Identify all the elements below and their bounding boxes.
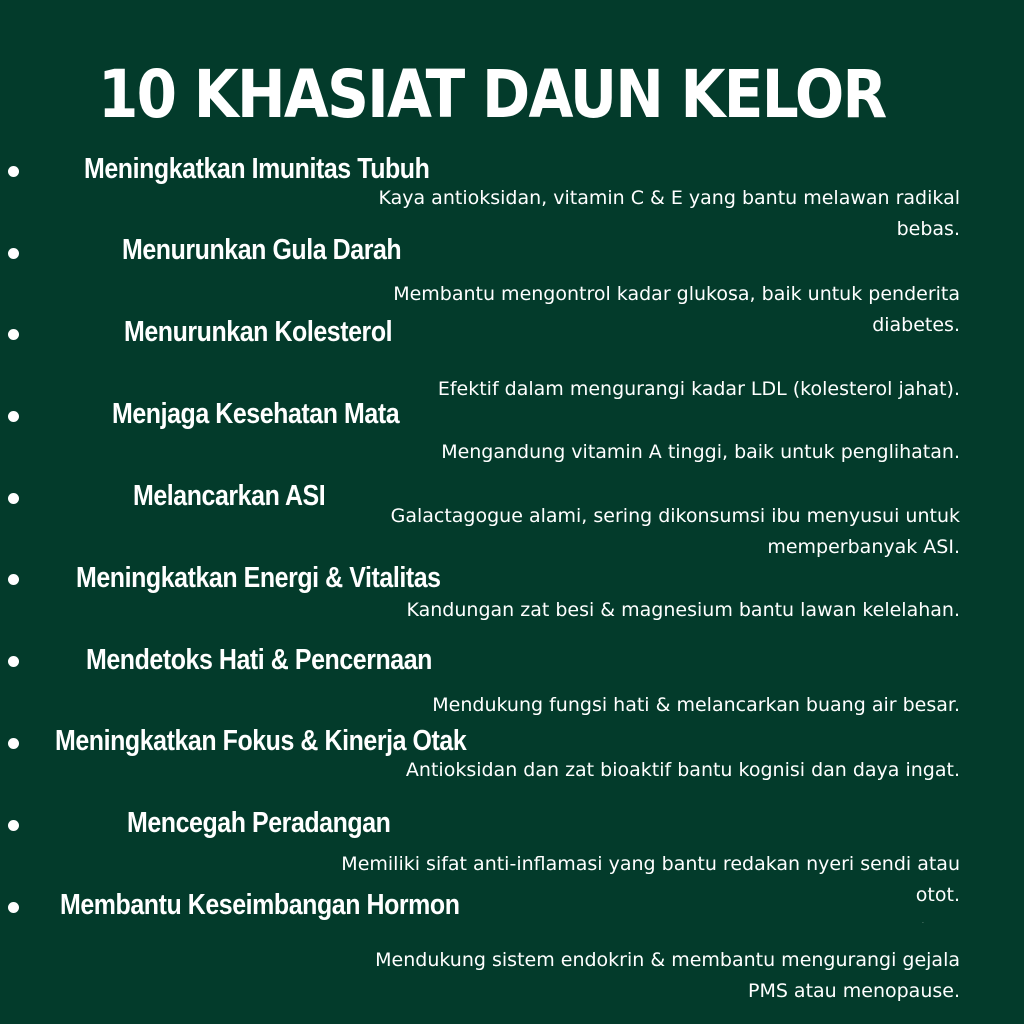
bullet-icon xyxy=(8,738,19,749)
benefit-heading: Membantu Keseimbangan Hormon xyxy=(60,889,460,921)
benefit-description: bebas. xyxy=(896,218,960,240)
bullet-icon xyxy=(8,902,19,913)
bullet-icon xyxy=(8,248,19,259)
benefit-description: memperbanyak ASI. xyxy=(767,536,960,558)
benefit-heading: Melancarkan ASI xyxy=(133,480,326,512)
benefit-heading: Mendetoks Hati & Pencernaan xyxy=(86,644,432,676)
benefit-description: Antioksidan dan zat bioaktif bantu kognisi dan daya ingat. xyxy=(405,759,960,781)
benefit-description: Efektif dalam mengurangi kadar LDL (kolesterol jahat). xyxy=(437,378,960,400)
benefit-heading: Mencegah Peradangan xyxy=(127,807,391,839)
benefit-description: Membantu mengontrol kadar glukosa, baik untuk penderita xyxy=(393,283,960,305)
benefit-description: otot. xyxy=(915,884,960,906)
benefit-description: Mendukung sistem endokrin & membantu mengurangi gejala xyxy=(375,949,960,971)
benefit-description: diabetes. xyxy=(872,314,960,336)
bullet-icon xyxy=(8,820,19,831)
benefit-heading: Menjaga Kesehatan Mata xyxy=(112,398,400,430)
benefit-heading: Menurunkan Kolesterol xyxy=(124,316,393,348)
bullet-icon xyxy=(8,656,19,667)
watermark-mark: · xyxy=(922,920,924,927)
benefit-heading: Meningkatkan Fokus & Kinerja Otak xyxy=(55,725,467,757)
benefit-heading: Meningkatkan Imunitas Tubuh xyxy=(84,153,430,185)
benefit-description: Memiliki sifat anti-inflamasi yang bantu redakan nyeri sendi atau xyxy=(341,853,960,875)
bullet-icon xyxy=(8,493,19,504)
bullet-icon xyxy=(8,166,19,177)
benefit-description: PMS atau menopause. xyxy=(747,980,960,1002)
benefit-description: Kandungan zat besi & magnesium bantu lawan kelelahan. xyxy=(406,599,960,621)
benefit-description: Mendukung fungsi hati & melancarkan buang air besar. xyxy=(432,694,960,716)
benefit-description: Galactagogue alami, sering dikonsumsi ibu menyusui untuk xyxy=(390,505,960,527)
bullet-icon xyxy=(8,574,19,585)
page-title: 10 KHASIAT DAUN KELOR xyxy=(98,56,886,133)
benefit-heading: Menurunkan Gula Darah xyxy=(122,234,402,266)
benefit-description: Kaya antioksidan, vitamin C & E yang bantu melawan radikal xyxy=(378,187,960,209)
bullet-icon xyxy=(8,411,19,422)
benefit-description: Mengandung vitamin A tinggi, baik untuk penglihatan. xyxy=(441,441,960,463)
bullet-icon xyxy=(8,329,19,340)
benefit-heading: Meningkatkan Energi & Vitalitas xyxy=(76,562,441,594)
